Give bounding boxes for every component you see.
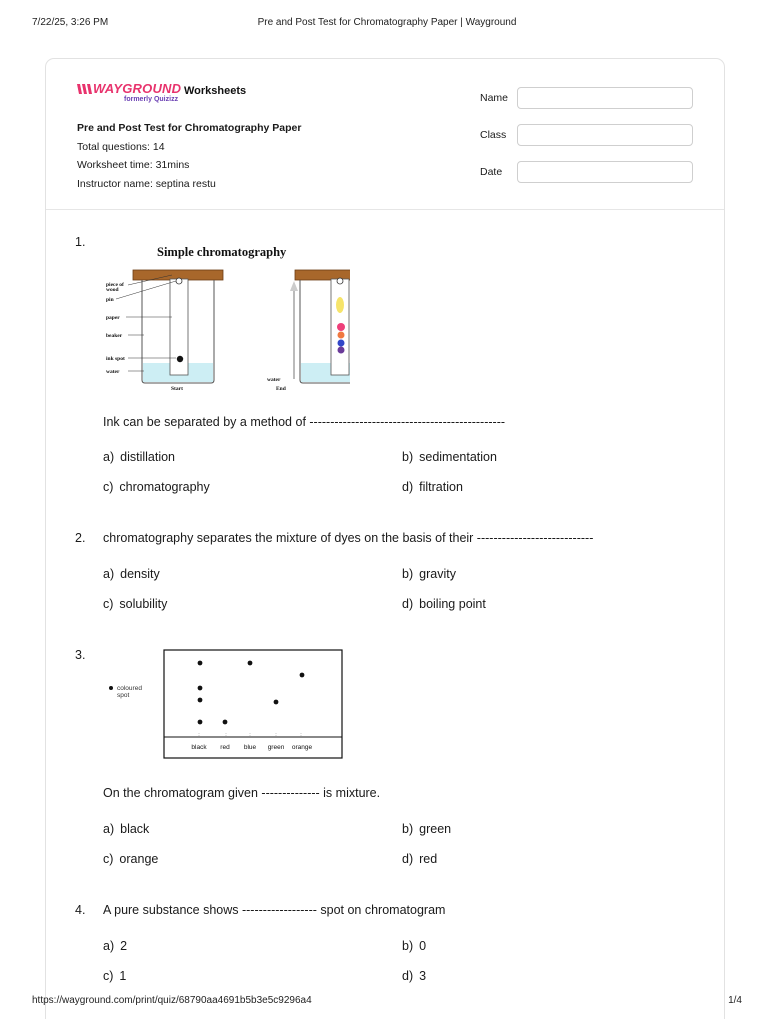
print-page-title: Pre and Post Test for Chromatography Paper | Wayground	[257, 17, 517, 28]
question-1-option-c: c) chromatography	[103, 480, 210, 494]
class-label: Class	[480, 129, 507, 141]
print-footer	[32, 995, 742, 1009]
worksheet-time: Worksheet time: 31mins	[77, 159, 190, 171]
brand-formerly: formerly Quizizz	[124, 96, 179, 103]
label-beaker: beaker	[106, 333, 123, 339]
question-4-number: 4.	[75, 903, 86, 917]
instructor-name: Instructor name: septina restu	[77, 177, 216, 190]
legend-line-2: spot	[117, 692, 130, 699]
header-divider	[46, 209, 724, 210]
question-1-option-a: a) distillation	[103, 450, 176, 464]
column-label-black: black	[191, 744, 207, 751]
chromatogram-figure	[104, 647, 344, 763]
question-3-option-d: d) red	[402, 852, 438, 866]
label-piece-of: piece of	[106, 282, 124, 288]
question-3-number: 3.	[75, 648, 86, 662]
question-1-option-b: b) sedimentation	[402, 450, 497, 464]
question-4-option-d: d) 3	[402, 969, 427, 983]
figure-title: Simple chromatography	[157, 245, 287, 259]
question-1-number: 1.	[75, 235, 86, 249]
brand-product: Worksheets	[184, 85, 247, 97]
question-3-option-b: b) green	[402, 822, 452, 836]
worksheet-info	[77, 119, 301, 193]
question-3-text: On the chromatogram given -------------- is mixture.	[103, 786, 381, 800]
wayground-logo-icon	[77, 83, 93, 95]
print-header	[32, 17, 742, 31]
worksheet-card	[45, 58, 725, 1019]
page-number: 1/4	[728, 995, 742, 1006]
class-field[interactable]	[517, 124, 693, 146]
question-2-option-b: b) gravity	[402, 567, 456, 581]
label-ink-spot: ink spot	[106, 356, 125, 362]
question-1-text: Ink can be separated by a method of -----------------------------------------------	[103, 415, 506, 429]
label-water: water	[106, 369, 120, 375]
label-water-arrow: water	[267, 377, 281, 383]
column-label-red: red	[220, 744, 230, 751]
question-4-text: A pure substance shows ------------------ spot on chromatogram	[103, 903, 446, 917]
question-2-option-d: d) boiling point	[402, 597, 486, 611]
question-2-option-c: c) solubility	[103, 597, 168, 611]
column-label-green: green	[267, 744, 285, 751]
name-field[interactable]	[517, 87, 693, 109]
label-paper: paper	[106, 315, 120, 321]
worksheet-title: Pre and Post Test for Chromatography Paper	[77, 122, 302, 134]
question-4-option-a: a) 2	[103, 939, 128, 953]
label-start: Start	[171, 386, 183, 392]
date-label: Date	[480, 166, 503, 178]
date-field[interactable]	[517, 161, 693, 183]
label-wood: wood	[106, 287, 119, 293]
label-end: End	[276, 386, 286, 392]
question-4-option-c: c) 1	[103, 969, 127, 983]
question-2-option-a: a) density	[103, 567, 160, 581]
question-3-option-c: c) orange	[103, 852, 159, 866]
column-label-orange: orange	[291, 744, 313, 751]
legend-spot-icon	[109, 686, 113, 690]
brand-name: WAYGROUND	[93, 81, 182, 96]
print-url: https://wayground.com/print/quiz/68790aa4691b5b3e5c9296a4	[32, 995, 312, 1006]
question-3-option-a: a) black	[103, 822, 150, 836]
total-questions: Total questions: 14	[77, 140, 165, 153]
label-pin: pin	[106, 297, 114, 303]
question-2-number: 2.	[75, 531, 86, 545]
question-2-text: chromatography separates the mixture of dyes on the basis of their ----------------------------	[103, 531, 594, 545]
legend-line-1: coloured	[117, 685, 142, 692]
question-1-option-d: d) filtration	[402, 480, 463, 494]
simple-chromatography-figure	[104, 239, 350, 401]
name-label: Name	[480, 92, 509, 104]
question-4-option-b: b) 0	[402, 939, 427, 953]
column-label-blue: blue	[243, 744, 257, 751]
print-datetime: 7/22/25, 3:26 PM	[32, 17, 109, 28]
